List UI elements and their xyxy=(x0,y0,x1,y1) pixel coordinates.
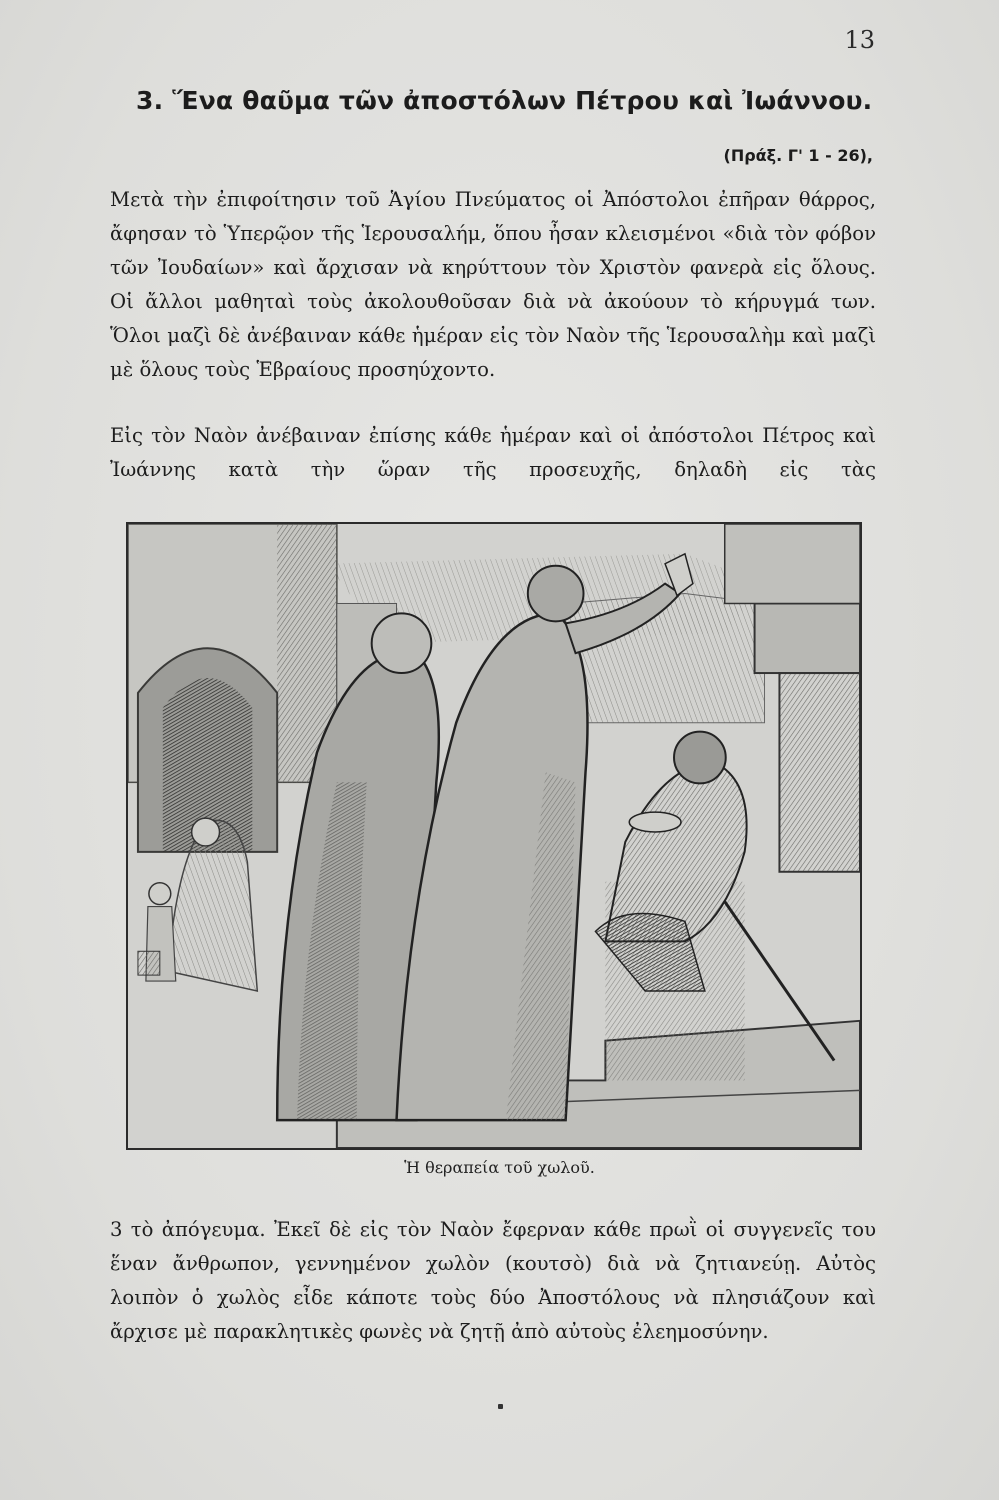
apostle-john-head xyxy=(372,613,432,673)
apostle-peter-head xyxy=(528,566,584,622)
paragraph-3: 3 τὸ ἀπόγευμα. Ἐκεῖ δὲ εἰς τὸν Ναὸν ἔφερναν κάθε πρωῒ οἱ συγγενεῖς του ἕναν ἄνθρωπον, γεννημένον χωλὸν (κουτσὸ) διὰ νὰ ζητιανεύῃ. Αὐτὸς λοιπὸν ὁ χωλὸς εἶδε κάποτε τοὺς δύο Ἀποστόλους νὰ πλησιάζουν καὶ ἄρχισε μὲ παρακλητικὲς φωνὲς νὰ ζητῇ ἀπὸ αὐτοὺς ἐλεημοσύνην. xyxy=(110,1218,876,1343)
distant-city xyxy=(566,594,765,723)
alms-bowl xyxy=(629,812,681,832)
engraving-illustration xyxy=(126,522,862,1150)
temple-wall xyxy=(725,524,860,603)
lame-man-head xyxy=(674,732,726,784)
temple-column xyxy=(779,673,860,872)
engraving-drawing xyxy=(128,524,860,1148)
printer-mark xyxy=(498,1404,503,1409)
illustration-caption: Ἡ θεραπεία τοῦ χωλοῦ. xyxy=(404,1158,595,1177)
child-head xyxy=(149,883,171,905)
mother-head xyxy=(192,818,220,846)
paragraph-1: Μετὰ τὴν ἐπιφοίτησιν τοῦ Ἁγίου Πνεύματος οἱ Ἀπόστολοι ἐπῆραν θάρρος, ἄφησαν τὸ Ὑπερῷον τῆς Ἱερουσαλήμ, ὅπου ἦσαν κλεισμένοι «διὰ τὸν φόβον τῶν Ἰουδαίων» καὶ ἄρχισαν νὰ κηρύττουν τὸν Χριστὸν φανερὰ εἰς ὅλους. Οἱ ἄλλοι μαθηταὶ τοὺς ἀκολουθοῦσαν διὰ νὰ ἀκούουν τὸ κήρυγμά των. Ὅλοι μαζὶ δὲ ἀνέβαιναν κάθε ἡμέραν εἰς τὸν Ναὸν τῆς Ἱερουσαλὴμ καὶ μαζὶ μὲ ὅλους τοὺς Ἑβραίους προσηύχοντο. xyxy=(110,188,876,381)
chapter-title: 3. Ἕνα θαῦμα τῶν ἀποστόλων Πέτρου καὶ Ἰωάννου. xyxy=(136,86,873,115)
page-number: 13 xyxy=(844,26,875,54)
temple-column-capital xyxy=(755,603,860,673)
paragraph-2: Εἰς τὸν Ναὸν ἀνέβαιναν ἐπίσης κάθε ἡμέραν καὶ οἱ ἀπόστολοι Πέτρος καὶ Ἰωάννης κατὰ τὴν ὥραν τῆς προσευχῆς, δηλαδὴ εἰς τὰς xyxy=(110,424,876,481)
scripture-reference: (Πράξ. Γ' 1 - 26), xyxy=(723,146,873,165)
basket xyxy=(138,951,160,975)
